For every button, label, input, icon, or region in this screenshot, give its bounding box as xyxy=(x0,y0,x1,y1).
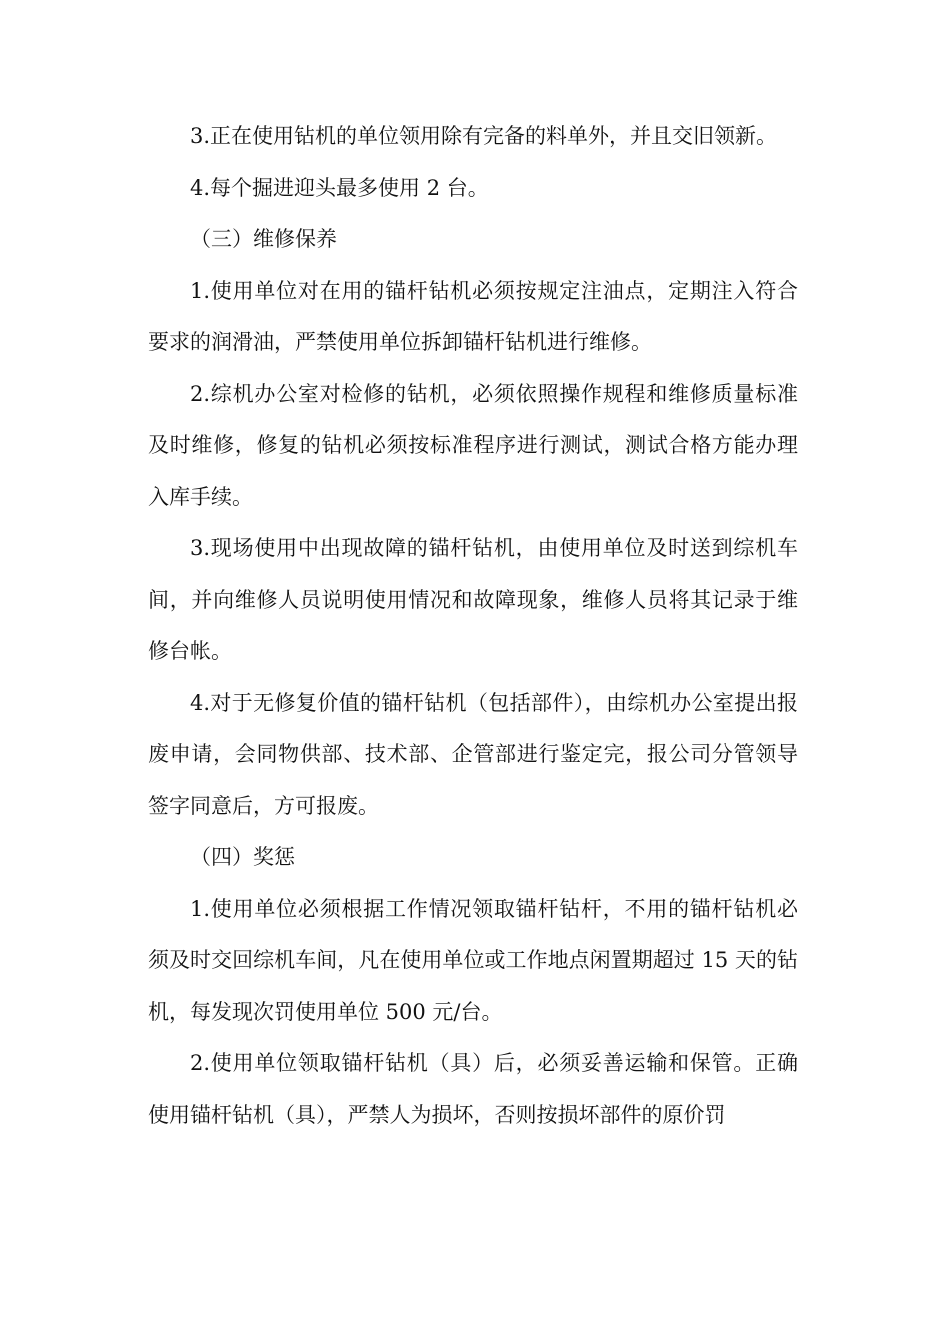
paragraph-item-3-exchange: 3.正在使用钻机的单位领用除有完备的料单外，并且交旧领新。 xyxy=(190,124,778,148)
paragraph-maintenance-2: 2.综机办公室对检修的钻机，必须依照操作规程和维修质量标准及时维修，修复的钻机必须按标准程序进行测试，测试合格方能办理入库手续。 xyxy=(148,381,798,509)
paragraph-item-4-limit: 4.每个掘进迎头最多使用 2 台。 xyxy=(190,175,489,200)
paragraph-maintenance-1: 1.使用单位对在用的锚杆钻机必须按规定注油点，定期注入符合要求的润滑油，严禁使用单位拆卸锚杆钻机进行维修。 xyxy=(148,278,798,354)
paragraph-rewards-1: 1.使用单位必须根据工作情况领取锚杆钻杆，不用的锚杆钻机必须及时交回综机车间，凡在使用单位或工作地点闲置期超过 15 天的钻机，每发现次罚使用单位 500 元/台。 xyxy=(148,896,798,1024)
section-heading-maintenance: （三）维修保养 xyxy=(190,227,337,251)
document-body xyxy=(148,111,798,1141)
paragraph-maintenance-4: 4.对于无修复价值的锚杆钻机（包括部件），由综机办公室提出报废申请，会同物供部、技术部、企管部进行鉴定完，报公司分管领导签字同意后，方可报废。 xyxy=(148,690,798,818)
section-heading-rewards-penalties: （四）奖惩 xyxy=(190,845,295,869)
paragraph-maintenance-3: 3.现场使用中出现故障的锚杆钻机，由使用单位及时送到综机车间，并向维修人员说明使用情况和故障现象，维修人员将其记录于维修台帐。 xyxy=(148,536,798,663)
paragraph-rewards-2: 2.使用单位领取锚杆钻机（具）后，必须妥善运输和保管。正确使用锚杆钻机（具），严禁人为损坏，否则按损坏部件的原价罚 xyxy=(148,1051,798,1127)
